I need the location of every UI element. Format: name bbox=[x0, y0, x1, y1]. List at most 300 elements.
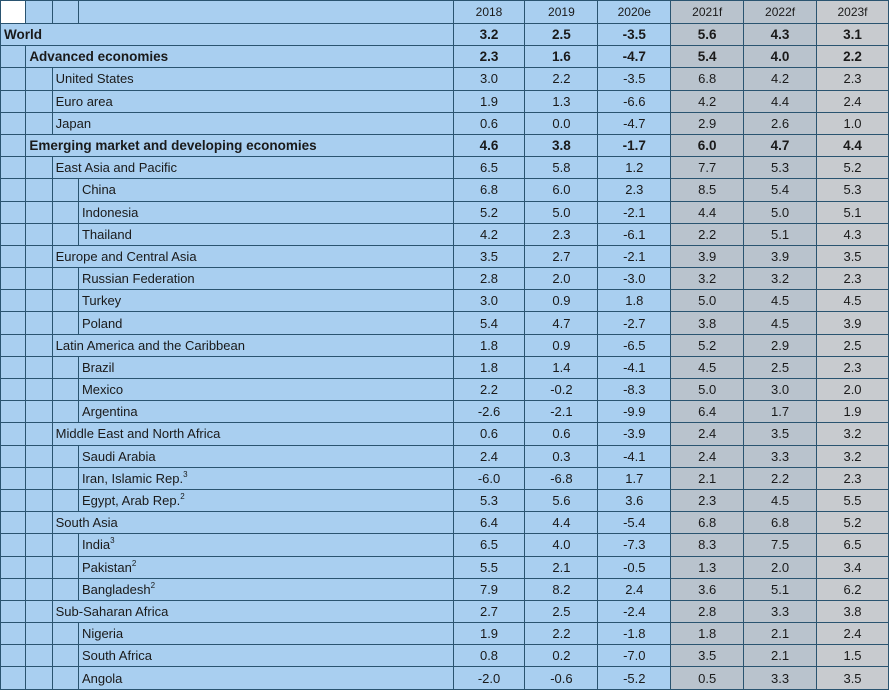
indent-cell[interactable] bbox=[26, 179, 52, 201]
indent-cell[interactable] bbox=[52, 223, 78, 245]
value-cell[interactable]: 2.5 bbox=[525, 24, 598, 46]
row-label-text: Nigeria bbox=[81, 626, 124, 642]
value-cell[interactable]: -3.5 bbox=[598, 24, 671, 46]
value-cell[interactable]: 5.2 bbox=[817, 157, 889, 179]
corner-cell[interactable] bbox=[1, 1, 26, 24]
value-cell[interactable]: 4.5 bbox=[744, 489, 817, 511]
value-cell[interactable]: 4.2 bbox=[671, 90, 744, 112]
value-cell[interactable]: 5.0 bbox=[671, 379, 744, 401]
value-cell[interactable]: 1.8 bbox=[453, 356, 525, 378]
indent-cell[interactable] bbox=[26, 201, 52, 223]
value-cell[interactable]: 2.7 bbox=[525, 245, 598, 267]
indent-cell[interactable] bbox=[26, 68, 52, 90]
column-header[interactable]: 2019 bbox=[525, 1, 598, 24]
value-cell[interactable]: -4.7 bbox=[598, 112, 671, 134]
value-cell[interactable]: -7.3 bbox=[598, 534, 671, 556]
indent-cell[interactable] bbox=[52, 290, 78, 312]
indent-cell[interactable] bbox=[52, 578, 78, 600]
row-label[interactable] bbox=[78, 667, 453, 689]
value-cell[interactable]: 1.8 bbox=[671, 623, 744, 645]
row-label[interactable] bbox=[52, 90, 453, 112]
indent-cell[interactable] bbox=[52, 312, 78, 334]
indent-cell[interactable] bbox=[1, 290, 26, 312]
value-cell[interactable]: 5.0 bbox=[744, 201, 817, 223]
value-cell[interactable]: 4.7 bbox=[744, 134, 817, 156]
indent-cell[interactable] bbox=[1, 334, 26, 356]
value-cell[interactable]: 4.4 bbox=[525, 512, 598, 534]
indent-cell[interactable] bbox=[52, 489, 78, 511]
value-cell[interactable]: -2.4 bbox=[598, 600, 671, 622]
indent-cell[interactable] bbox=[52, 556, 78, 578]
value-cell[interactable]: -1.7 bbox=[598, 134, 671, 156]
value-cell[interactable]: 5.5 bbox=[817, 489, 889, 511]
indent-cell[interactable] bbox=[1, 46, 26, 68]
indent-cell[interactable] bbox=[1, 401, 26, 423]
value-cell[interactable]: 3.6 bbox=[671, 578, 744, 600]
indent-cell[interactable] bbox=[26, 600, 52, 622]
value-cell[interactable]: 2.3 bbox=[817, 467, 889, 489]
indent-cell[interactable] bbox=[26, 290, 52, 312]
row-label[interactable] bbox=[52, 112, 453, 134]
row-label[interactable] bbox=[78, 534, 453, 556]
value-cell[interactable]: -2.1 bbox=[598, 245, 671, 267]
indent-cell[interactable] bbox=[26, 312, 52, 334]
value-cell[interactable]: 2.5 bbox=[744, 356, 817, 378]
value-cell[interactable]: 2.7 bbox=[453, 600, 525, 622]
indent-cell[interactable] bbox=[1, 134, 26, 156]
indent-cell[interactable] bbox=[26, 356, 52, 378]
value-cell[interactable]: 4.5 bbox=[744, 312, 817, 334]
row-label[interactable] bbox=[78, 356, 453, 378]
value-cell[interactable]: 2.3 bbox=[453, 46, 525, 68]
value-cell[interactable]: 5.2 bbox=[671, 334, 744, 356]
value-cell[interactable]: 6.8 bbox=[671, 68, 744, 90]
value-cell[interactable]: 2.2 bbox=[453, 379, 525, 401]
value-cell[interactable]: 3.3 bbox=[744, 600, 817, 622]
value-cell[interactable]: 1.3 bbox=[671, 556, 744, 578]
indent-cell[interactable] bbox=[52, 445, 78, 467]
table-row bbox=[1, 467, 889, 489]
value-cell[interactable]: 3.1 bbox=[817, 24, 889, 46]
value-cell[interactable]: -6.6 bbox=[598, 90, 671, 112]
value-cell[interactable]: 2.2 bbox=[525, 623, 598, 645]
value-cell[interactable]: 2.0 bbox=[744, 556, 817, 578]
indent-cell[interactable] bbox=[52, 179, 78, 201]
indent-cell[interactable] bbox=[1, 157, 26, 179]
value-cell[interactable]: 5.2 bbox=[817, 512, 889, 534]
value-cell[interactable]: 5.4 bbox=[453, 312, 525, 334]
value-cell[interactable]: 7.5 bbox=[744, 534, 817, 556]
value-cell[interactable]: 2.1 bbox=[744, 645, 817, 667]
value-cell[interactable]: -1.8 bbox=[598, 623, 671, 645]
row-label[interactable] bbox=[78, 556, 453, 578]
value-cell[interactable]: 0.6 bbox=[525, 423, 598, 445]
indent-cell[interactable] bbox=[52, 268, 78, 290]
value-cell[interactable]: 3.8 bbox=[817, 600, 889, 622]
row-label[interactable] bbox=[78, 201, 453, 223]
value-cell[interactable]: 5.5 bbox=[453, 556, 525, 578]
row-label[interactable] bbox=[78, 223, 453, 245]
indent-cell[interactable] bbox=[1, 423, 26, 445]
indent-cell[interactable] bbox=[26, 512, 52, 534]
indent-cell[interactable] bbox=[26, 645, 52, 667]
value-cell[interactable]: -6.5 bbox=[598, 334, 671, 356]
value-cell[interactable]: 3.2 bbox=[817, 423, 889, 445]
value-cell[interactable]: -5.4 bbox=[598, 512, 671, 534]
row-label[interactable] bbox=[26, 46, 453, 68]
row-label[interactable] bbox=[52, 68, 453, 90]
indent-cell[interactable] bbox=[26, 556, 52, 578]
value-cell[interactable]: -4.7 bbox=[598, 46, 671, 68]
value-cell[interactable]: 2.6 bbox=[744, 112, 817, 134]
value-cell[interactable]: 5.3 bbox=[817, 179, 889, 201]
value-cell[interactable]: 1.8 bbox=[598, 290, 671, 312]
indent-cell[interactable] bbox=[52, 401, 78, 423]
value-cell[interactable]: -6.8 bbox=[525, 467, 598, 489]
header-spacer-cell[interactable] bbox=[78, 1, 453, 24]
row-label[interactable] bbox=[52, 157, 453, 179]
indent-cell[interactable] bbox=[26, 578, 52, 600]
value-cell[interactable]: 5.4 bbox=[744, 179, 817, 201]
value-cell[interactable]: -2.7 bbox=[598, 312, 671, 334]
footnote-marker: 2 bbox=[150, 580, 156, 590]
value-cell[interactable]: 1.8 bbox=[453, 334, 525, 356]
value-cell[interactable]: 3.9 bbox=[817, 312, 889, 334]
indent-cell[interactable] bbox=[1, 112, 26, 134]
value-cell[interactable]: 5.3 bbox=[453, 489, 525, 511]
indent-cell[interactable] bbox=[52, 623, 78, 645]
value-cell[interactable]: 2.9 bbox=[744, 334, 817, 356]
row-label[interactable] bbox=[78, 578, 453, 600]
column-header[interactable]: 2020e bbox=[598, 1, 671, 24]
indent-cell[interactable] bbox=[52, 379, 78, 401]
value-cell[interactable]: 3.3 bbox=[744, 667, 817, 689]
value-cell[interactable]: 1.7 bbox=[598, 467, 671, 489]
value-cell[interactable]: -7.0 bbox=[598, 645, 671, 667]
value-cell[interactable]: -0.5 bbox=[598, 556, 671, 578]
value-cell[interactable]: 0.3 bbox=[525, 445, 598, 467]
value-cell[interactable]: 1.9 bbox=[817, 401, 889, 423]
row-label[interactable] bbox=[52, 423, 453, 445]
value-cell[interactable]: 3.6 bbox=[598, 489, 671, 511]
row-label[interactable] bbox=[78, 312, 453, 334]
value-cell[interactable]: 1.3 bbox=[525, 90, 598, 112]
value-cell[interactable]: 6.0 bbox=[671, 134, 744, 156]
value-cell[interactable]: 5.6 bbox=[671, 24, 744, 46]
value-cell[interactable]: 7.7 bbox=[671, 157, 744, 179]
value-cell[interactable]: 0.9 bbox=[525, 334, 598, 356]
value-cell[interactable]: 4.4 bbox=[744, 90, 817, 112]
value-cell[interactable]: 1.9 bbox=[453, 90, 525, 112]
indent-cell[interactable] bbox=[52, 534, 78, 556]
indent-cell[interactable] bbox=[26, 423, 52, 445]
row-label[interactable] bbox=[78, 401, 453, 423]
value-cell[interactable]: 2.4 bbox=[671, 445, 744, 467]
value-cell[interactable]: 2.8 bbox=[453, 268, 525, 290]
value-cell[interactable]: -3.0 bbox=[598, 268, 671, 290]
value-cell[interactable]: 2.2 bbox=[817, 46, 889, 68]
value-cell[interactable]: 5.8 bbox=[525, 157, 598, 179]
value-cell[interactable]: -2.0 bbox=[453, 667, 525, 689]
value-cell[interactable]: 2.5 bbox=[525, 600, 598, 622]
value-cell[interactable]: 6.4 bbox=[453, 512, 525, 534]
value-cell[interactable]: 4.5 bbox=[817, 290, 889, 312]
value-cell[interactable]: 3.0 bbox=[744, 379, 817, 401]
value-cell[interactable]: 2.3 bbox=[817, 356, 889, 378]
value-cell[interactable]: 0.6 bbox=[453, 112, 525, 134]
indent-cell[interactable] bbox=[1, 667, 26, 689]
indent-cell[interactable] bbox=[1, 512, 26, 534]
value-cell[interactable]: 4.5 bbox=[671, 356, 744, 378]
indent-cell[interactable] bbox=[1, 379, 26, 401]
row-label[interactable] bbox=[78, 179, 453, 201]
value-cell[interactable]: 6.4 bbox=[671, 401, 744, 423]
value-cell[interactable]: 1.9 bbox=[453, 623, 525, 645]
indent-cell[interactable] bbox=[1, 312, 26, 334]
indent-cell[interactable] bbox=[1, 179, 26, 201]
indent-cell[interactable] bbox=[26, 667, 52, 689]
indent-cell[interactable] bbox=[26, 445, 52, 467]
value-cell[interactable]: 3.2 bbox=[817, 445, 889, 467]
value-cell[interactable]: 4.5 bbox=[744, 290, 817, 312]
value-cell[interactable]: 1.7 bbox=[744, 401, 817, 423]
value-cell[interactable]: 2.3 bbox=[817, 68, 889, 90]
value-cell[interactable]: 3.5 bbox=[671, 645, 744, 667]
row-label[interactable] bbox=[52, 600, 453, 622]
value-cell[interactable]: 3.3 bbox=[744, 445, 817, 467]
value-cell[interactable]: 2.3 bbox=[525, 223, 598, 245]
value-cell[interactable]: -8.3 bbox=[598, 379, 671, 401]
indent-cell[interactable] bbox=[1, 268, 26, 290]
header-spacer-cell[interactable] bbox=[26, 1, 52, 24]
value-cell[interactable]: -4.1 bbox=[598, 445, 671, 467]
value-cell[interactable]: 1.4 bbox=[525, 356, 598, 378]
indent-cell[interactable] bbox=[52, 201, 78, 223]
value-cell[interactable]: 2.4 bbox=[453, 445, 525, 467]
indent-cell[interactable] bbox=[26, 623, 52, 645]
value-cell[interactable]: 2.3 bbox=[598, 179, 671, 201]
value-cell[interactable]: 1.2 bbox=[598, 157, 671, 179]
value-cell[interactable]: 2.0 bbox=[525, 268, 598, 290]
value-cell[interactable]: 0.6 bbox=[453, 423, 525, 445]
value-cell[interactable]: 3.0 bbox=[453, 290, 525, 312]
value-cell[interactable]: 3.9 bbox=[671, 245, 744, 267]
value-cell[interactable]: 0.2 bbox=[525, 645, 598, 667]
indent-cell[interactable] bbox=[26, 223, 52, 245]
indent-cell[interactable] bbox=[26, 379, 52, 401]
row-label[interactable] bbox=[78, 268, 453, 290]
indent-cell[interactable] bbox=[26, 401, 52, 423]
value-cell[interactable]: 7.9 bbox=[453, 578, 525, 600]
column-header[interactable]: 2018 bbox=[453, 1, 525, 24]
indent-cell[interactable] bbox=[52, 467, 78, 489]
indent-cell[interactable] bbox=[1, 489, 26, 511]
value-cell[interactable]: -6.1 bbox=[598, 223, 671, 245]
value-cell[interactable]: 8.2 bbox=[525, 578, 598, 600]
value-cell[interactable]: 4.7 bbox=[525, 312, 598, 334]
value-cell[interactable]: 5.1 bbox=[817, 201, 889, 223]
value-cell[interactable]: 2.4 bbox=[817, 623, 889, 645]
value-cell[interactable]: 2.4 bbox=[817, 90, 889, 112]
value-cell[interactable]: 5.4 bbox=[671, 46, 744, 68]
value-cell[interactable]: 5.1 bbox=[744, 223, 817, 245]
value-cell[interactable]: 4.0 bbox=[525, 534, 598, 556]
value-cell[interactable]: 4.2 bbox=[744, 68, 817, 90]
value-cell[interactable]: 0.9 bbox=[525, 290, 598, 312]
value-cell[interactable]: 3.2 bbox=[744, 268, 817, 290]
value-cell[interactable]: 4.0 bbox=[744, 46, 817, 68]
column-header[interactable]: 2022f bbox=[744, 1, 817, 24]
indent-cell[interactable] bbox=[26, 467, 52, 489]
value-cell[interactable]: 2.9 bbox=[671, 112, 744, 134]
value-cell[interactable]: 2.4 bbox=[598, 578, 671, 600]
row-label[interactable] bbox=[1, 24, 454, 46]
value-cell[interactable]: 4.2 bbox=[453, 223, 525, 245]
indent-cell[interactable] bbox=[26, 489, 52, 511]
value-cell[interactable]: 4.6 bbox=[453, 134, 525, 156]
value-cell[interactable]: 3.2 bbox=[453, 24, 525, 46]
value-cell[interactable]: -4.1 bbox=[598, 356, 671, 378]
value-cell[interactable]: -6.0 bbox=[453, 467, 525, 489]
value-cell[interactable]: 2.8 bbox=[671, 600, 744, 622]
indent-cell[interactable] bbox=[1, 445, 26, 467]
indent-cell[interactable] bbox=[1, 600, 26, 622]
value-cell[interactable]: 5.2 bbox=[453, 201, 525, 223]
value-cell[interactable]: 5.0 bbox=[671, 290, 744, 312]
value-cell[interactable]: 2.5 bbox=[817, 334, 889, 356]
row-label[interactable] bbox=[26, 134, 453, 156]
value-cell[interactable]: 5.1 bbox=[744, 578, 817, 600]
indent-cell[interactable] bbox=[1, 356, 26, 378]
value-cell[interactable]: 6.5 bbox=[453, 157, 525, 179]
value-cell[interactable]: 2.3 bbox=[817, 268, 889, 290]
indent-cell[interactable] bbox=[26, 90, 52, 112]
indent-cell[interactable] bbox=[52, 667, 78, 689]
indent-cell[interactable] bbox=[1, 467, 26, 489]
value-cell[interactable]: 3.4 bbox=[817, 556, 889, 578]
value-cell[interactable]: 5.3 bbox=[744, 157, 817, 179]
indent-cell[interactable] bbox=[1, 245, 26, 267]
row-label[interactable] bbox=[78, 290, 453, 312]
row-label[interactable] bbox=[78, 467, 453, 489]
value-cell[interactable]: 3.5 bbox=[453, 245, 525, 267]
value-cell[interactable]: 2.1 bbox=[744, 623, 817, 645]
value-cell[interactable]: 3.8 bbox=[671, 312, 744, 334]
column-header[interactable]: 2021f bbox=[671, 1, 744, 24]
value-cell[interactable]: -5.2 bbox=[598, 667, 671, 689]
value-cell[interactable]: 2.4 bbox=[671, 423, 744, 445]
value-cell[interactable]: 1.5 bbox=[817, 645, 889, 667]
header-spacer-cell[interactable] bbox=[52, 1, 78, 24]
indent-cell[interactable] bbox=[1, 68, 26, 90]
value-cell[interactable]: 5.6 bbox=[525, 489, 598, 511]
row-label-text: Egypt, Arab Rep. bbox=[81, 493, 181, 509]
column-header[interactable]: 2023f bbox=[817, 1, 889, 24]
value-cell[interactable]: -9.9 bbox=[598, 401, 671, 423]
value-cell[interactable]: 4.4 bbox=[671, 201, 744, 223]
value-cell[interactable]: 3.8 bbox=[525, 134, 598, 156]
indent-cell[interactable] bbox=[1, 534, 26, 556]
value-cell[interactable]: 4.3 bbox=[817, 223, 889, 245]
row-label[interactable] bbox=[78, 645, 453, 667]
value-cell[interactable]: 8.5 bbox=[671, 179, 744, 201]
value-cell[interactable]: 0.0 bbox=[525, 112, 598, 134]
indent-cell[interactable] bbox=[1, 556, 26, 578]
row-label[interactable] bbox=[52, 334, 453, 356]
footnote-marker: 3 bbox=[183, 469, 188, 479]
value-cell[interactable]: 2.3 bbox=[671, 489, 744, 511]
value-cell[interactable]: 6.5 bbox=[453, 534, 525, 556]
value-cell[interactable]: 3.0 bbox=[453, 68, 525, 90]
value-cell[interactable]: 6.5 bbox=[817, 534, 889, 556]
value-cell[interactable]: 2.0 bbox=[817, 379, 889, 401]
indent-cell[interactable] bbox=[26, 112, 52, 134]
value-cell[interactable]: 2.1 bbox=[671, 467, 744, 489]
value-cell[interactable]: 6.8 bbox=[744, 512, 817, 534]
row-label[interactable] bbox=[78, 379, 453, 401]
row-label[interactable] bbox=[78, 489, 453, 511]
value-cell[interactable]: 3.5 bbox=[817, 667, 889, 689]
indent-cell[interactable] bbox=[1, 623, 26, 645]
indent-cell[interactable] bbox=[26, 534, 52, 556]
indent-cell[interactable] bbox=[26, 157, 52, 179]
value-cell[interactable]: 2.1 bbox=[525, 556, 598, 578]
value-cell[interactable]: -0.6 bbox=[525, 667, 598, 689]
row-label[interactable] bbox=[78, 623, 453, 645]
value-cell[interactable]: 3.5 bbox=[817, 245, 889, 267]
indent-cell[interactable] bbox=[26, 268, 52, 290]
value-cell[interactable]: -3.5 bbox=[598, 68, 671, 90]
indent-cell[interactable] bbox=[1, 578, 26, 600]
value-cell[interactable]: 6.8 bbox=[453, 179, 525, 201]
value-cell[interactable]: 8.3 bbox=[671, 534, 744, 556]
indent-cell[interactable] bbox=[52, 645, 78, 667]
value-cell[interactable]: -0.2 bbox=[525, 379, 598, 401]
value-cell[interactable]: 3.9 bbox=[744, 245, 817, 267]
row-label-text: Brazil bbox=[81, 359, 115, 375]
value-cell[interactable]: 2.2 bbox=[671, 223, 744, 245]
value-cell[interactable]: 6.2 bbox=[817, 578, 889, 600]
value-cell[interactable]: 6.8 bbox=[671, 512, 744, 534]
value-cell[interactable]: 2.2 bbox=[525, 68, 598, 90]
value-cell[interactable]: 1.6 bbox=[525, 46, 598, 68]
indent-cell[interactable] bbox=[1, 90, 26, 112]
value-cell[interactable]: 2.2 bbox=[744, 467, 817, 489]
value-cell[interactable]: -2.1 bbox=[598, 201, 671, 223]
value-cell[interactable]: 4.4 bbox=[817, 134, 889, 156]
value-cell[interactable]: 3.5 bbox=[744, 423, 817, 445]
value-cell[interactable]: 1.0 bbox=[817, 112, 889, 134]
value-cell[interactable]: -2.6 bbox=[453, 401, 525, 423]
indent-cell[interactable] bbox=[1, 223, 26, 245]
row-label[interactable] bbox=[78, 445, 453, 467]
value-cell[interactable]: 0.8 bbox=[453, 645, 525, 667]
indent-cell[interactable] bbox=[26, 334, 52, 356]
indent-cell[interactable] bbox=[1, 201, 26, 223]
value-cell[interactable]: 4.3 bbox=[744, 24, 817, 46]
indent-cell[interactable] bbox=[52, 356, 78, 378]
value-cell[interactable]: -2.1 bbox=[525, 401, 598, 423]
value-cell[interactable]: -3.9 bbox=[598, 423, 671, 445]
value-cell[interactable]: 0.5 bbox=[671, 667, 744, 689]
value-cell[interactable]: 5.0 bbox=[525, 201, 598, 223]
row-label[interactable] bbox=[52, 512, 453, 534]
indent-cell[interactable] bbox=[1, 645, 26, 667]
row-label[interactable] bbox=[52, 245, 453, 267]
value-cell[interactable]: 6.0 bbox=[525, 179, 598, 201]
indent-cell[interactable] bbox=[26, 245, 52, 267]
value-cell[interactable]: 3.2 bbox=[671, 268, 744, 290]
